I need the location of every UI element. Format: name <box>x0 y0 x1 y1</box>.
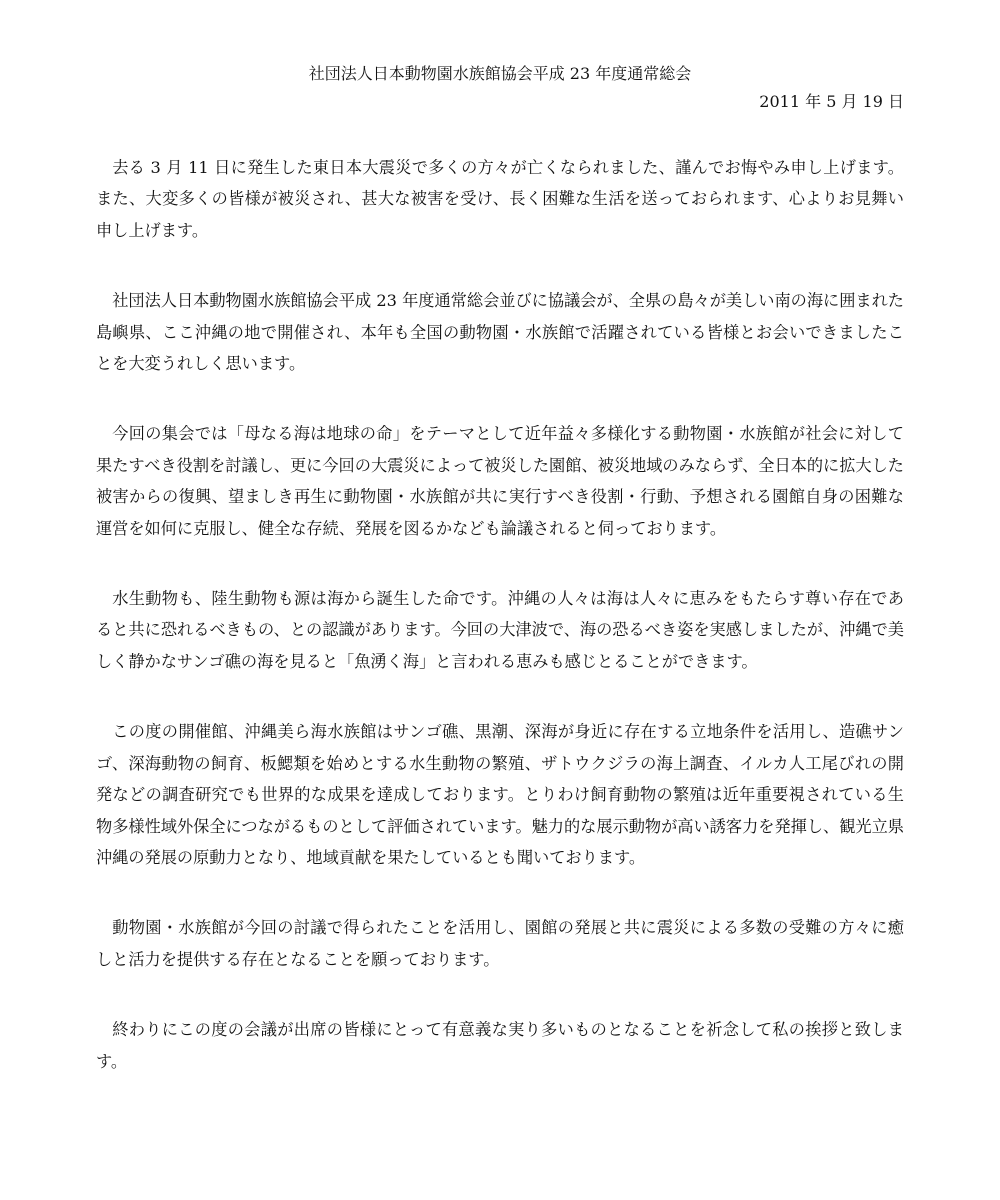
document-date: 2011 年 5 月 19 日 <box>759 92 904 111</box>
document-page <box>96 60 904 1116</box>
paragraph-sea-life: 水生動物も、陸生動物も源は海から誕生した命です。沖縄の人々は海は人々に恵みをもたらす尊い存在であると共に恐れるべきもの、との認識があります。今回の大津波で、海の恐るべき姿を実感しましたが、沖縄で美しく静かなサンゴ礁の海を見ると「魚湧く海」と言われる恵みも感じとることができます。 <box>96 589 904 671</box>
paragraph-condolences: 去る 3 月 11 日に発生した東日本大震災で多くの方々が亡くなられました、謹んでお悔やみ申し上げます。また、大変多くの皆様が被災され、甚大な被害を受け、長く困難な生活を送っておられます、心よりお見舞い申し上げます。 <box>96 158 904 240</box>
paragraph-hope: 動物園・水族館が今回の討議で得られたことを活用し、園館の発展と共に震災による多数の受難の方々に癒しと活力を提供する存在となることを願っております。 <box>96 918 904 969</box>
paragraph-closing: 終わりにこの度の会議が出席の皆様にとって有意義な実り多いものとなることを祈念して私の挨拶と致します。 <box>96 1020 904 1071</box>
document-title: 社団法人日本動物園水族館協会平成 23 年度通常総会 <box>308 64 692 83</box>
paragraph-meeting-theme: 今回の集会では「母なる海は地球の命」をテーマとして近年益々多様化する動物園・水族館が社会に対して果たすべき役割を討議し、更に今回の大震災によって被災した園館、被災地域のみならず、全日本的に拡大した被害からの復興、望ましき再生に動物園・水族館が共に実行すべき役割・行動、予想される園館自身の困難な運営を如何に克服し、健全な存続、発展を図るかなども論議されると伺っております。 <box>96 424 904 538</box>
paragraph-host-aquarium: この度の開催館、沖縄美ら海水族館はサンゴ礁、黒潮、深海が身近に存在する立地条件を活用し、造礁サンゴ、深海動物の飼育、板鰓類を始めとする水生動物の繁殖、ザトウクジラの海上調査、イルカ人工尾びれの開発などの調査研究でも世界的な成果を達成しております。とりわけ飼育動物の繁殖は近年重要視されている生物多様性域外保全につながるものとして評価されています。魅力的な展示動物が高い誘客力を発揮し、観光立県沖縄の発展の原動力となり、地域貢献を果たしているとも聞いております。 <box>96 722 904 867</box>
paragraph-meeting-host: 社団法人日本動物園水族館協会平成 23 年度通常総会並びに協議会が、全県の島々が美しい南の海に囲まれた島嶼県、ここ沖縄の地で開催され、本年も全国の動物園・水族館で活躍されている皆様とお会いできましたことを大変うれしく思います。 <box>96 291 904 374</box>
